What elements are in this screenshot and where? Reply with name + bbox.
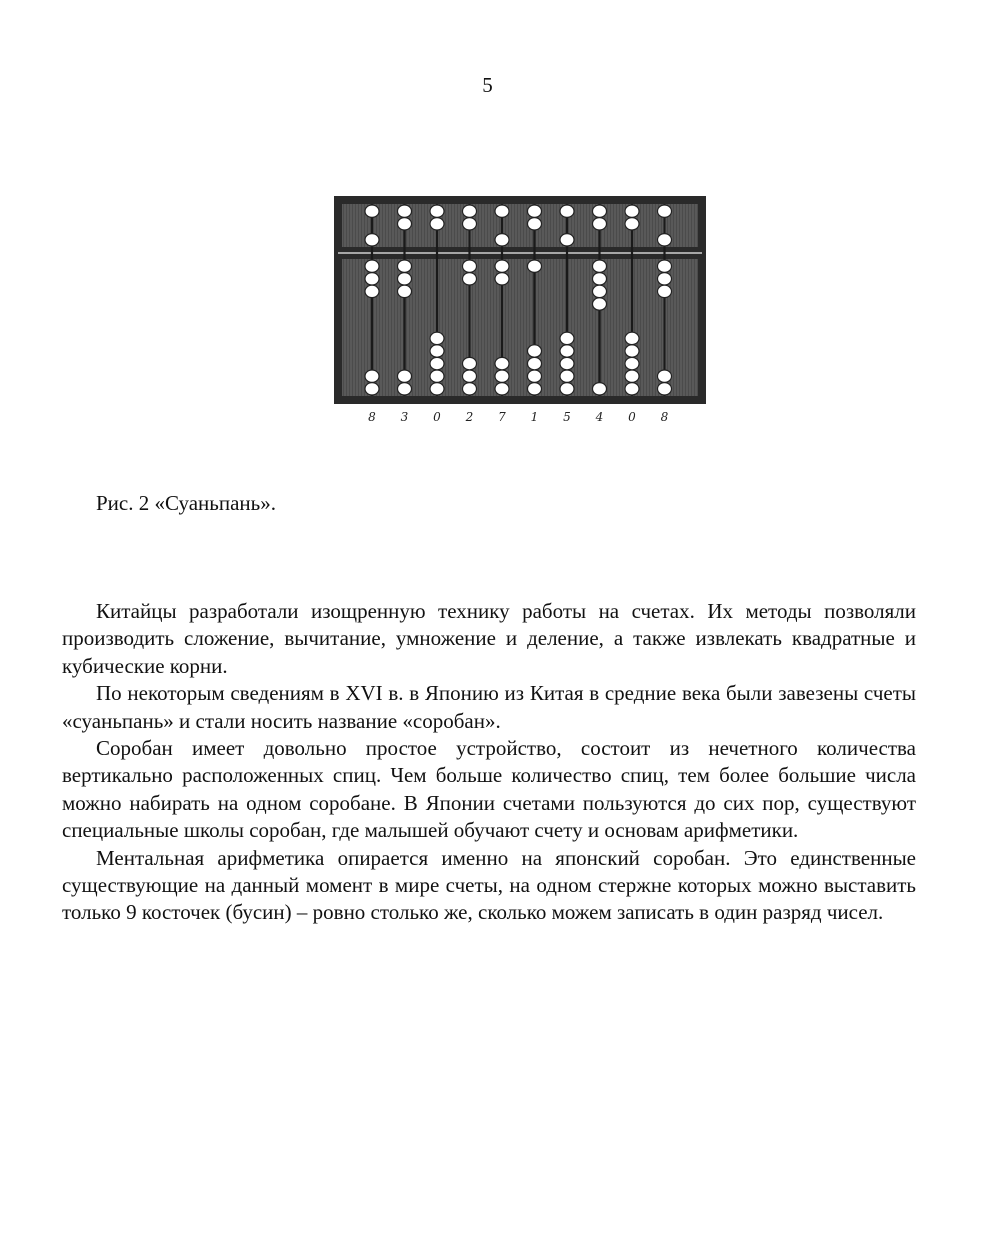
abacus-bead: [430, 205, 444, 217]
abacus-digit-label: 4: [595, 410, 604, 424]
abacus-drawing: [332, 194, 710, 424]
abacus-bead: [560, 234, 574, 246]
abacus-bead: [495, 273, 509, 285]
abacus-bead: [365, 370, 379, 382]
abacus-bead: [625, 357, 639, 369]
abacus-bead: [658, 383, 672, 395]
abacus-bead: [365, 273, 379, 285]
abacus-bead: [560, 205, 574, 217]
abacus-bead: [560, 345, 574, 357]
abacus-bead: [463, 260, 477, 272]
abacus-bead: [528, 345, 542, 357]
abacus-bead: [430, 218, 444, 230]
abacus-bead: [528, 260, 542, 272]
abacus-bead: [560, 370, 574, 382]
abacus-bead: [658, 234, 672, 246]
abacus-bead: [495, 370, 509, 382]
abacus-bead: [528, 205, 542, 217]
abacus-bead: [430, 370, 444, 382]
abacus-bead: [398, 383, 412, 395]
abacus-bead: [495, 260, 509, 272]
abacus-bead: [625, 218, 639, 230]
abacus-bead: [398, 260, 412, 272]
paragraph: Китайцы разработали изощренную технику работы на счетах. Их методы позволяли производить сложение, вычитание, умножение и деление, а также извлекать квадратные и кубические корни.: [62, 599, 916, 678]
abacus-bead: [463, 218, 477, 230]
body-text: [62, 598, 916, 927]
abacus-bead: [398, 370, 412, 382]
abacus-bead: [430, 345, 444, 357]
abacus-bead: [398, 205, 412, 217]
abacus-bead: [365, 205, 379, 217]
abacus-digit-label: 1: [530, 410, 539, 424]
abacus-bead: [560, 357, 574, 369]
abacus-figure: [332, 194, 710, 424]
abacus-bead: [365, 260, 379, 272]
abacus-bead: [658, 370, 672, 382]
abacus-bead: [593, 383, 607, 395]
abacus-digit-label: 0: [628, 410, 636, 424]
abacus-bead: [560, 332, 574, 344]
abacus-bead: [398, 218, 412, 230]
paragraph: Ментальная арифметика опирается именно на японский соробан. Это единственные существующие на данный момент в мире счеты, на одном стержне которых можно выставить только 9 косточек (бусин) – ровно столько же, сколько можем записать в один разряд чисел.: [62, 845, 916, 925]
abacus-bead: [658, 273, 672, 285]
abacus-bead: [528, 370, 542, 382]
abacus-bead: [528, 218, 542, 230]
abacus-digit-label: 3: [400, 410, 409, 424]
abacus-bead: [365, 383, 379, 395]
paragraph: По некоторым сведениям в XVI в. в Японию из Китая в средние века были завезены счеты «суаньпань» и стали носить название «соробан».: [62, 681, 916, 733]
abacus-bead: [625, 332, 639, 344]
abacus-bead: [560, 383, 574, 395]
abacus-bead: [528, 383, 542, 395]
abacus-bead: [430, 383, 444, 395]
abacus-bead: [463, 383, 477, 395]
abacus-bead: [625, 383, 639, 395]
page-number: 5: [482, 73, 493, 97]
abacus-digit-label: 7: [498, 410, 506, 424]
abacus-digit-label: 0: [433, 410, 441, 424]
abacus-bead: [495, 383, 509, 395]
abacus-bead: [593, 205, 607, 217]
abacus-bead: [495, 205, 509, 217]
abacus-bead: [593, 298, 607, 310]
abacus-bead: [593, 218, 607, 230]
abacus-bead: [593, 285, 607, 297]
abacus-digit-label: 5: [563, 410, 571, 424]
abacus-bead: [398, 285, 412, 297]
abacus-digit-label: 8: [368, 410, 376, 424]
abacus-bead: [593, 260, 607, 272]
abacus-bead: [658, 285, 672, 297]
abacus-bead: [365, 285, 379, 297]
abacus-bead: [430, 332, 444, 344]
abacus-bead: [593, 273, 607, 285]
abacus-bead: [625, 370, 639, 382]
abacus-bead: [463, 205, 477, 217]
abacus-bead: [463, 273, 477, 285]
abacus-bead: [658, 260, 672, 272]
abacus-bead: [495, 234, 509, 246]
abacus-bead: [398, 273, 412, 285]
abacus-digit-label: 2: [465, 410, 474, 424]
figure-caption: Рис. 2 «Суаньпань».: [96, 491, 276, 515]
abacus-bead: [528, 357, 542, 369]
abacus-bead: [495, 357, 509, 369]
abacus-bead: [430, 357, 444, 369]
abacus-digit-label: 8: [660, 410, 669, 424]
abacus-bead: [625, 205, 639, 217]
paragraph: Соробан имеет довольно простое устройство, состоит из нечетного количества вертикально расположенных спиц. Чем больше количество спиц, тем более большие числа можно набирать на одном соробане. В Японии счетами пользуются до сих пор, существуют специальные школы соробан, где малышей обучают счету и основам арифметики.: [62, 736, 916, 843]
abacus-bead: [658, 205, 672, 217]
abacus-bead: [365, 234, 379, 246]
abacus-bead: [463, 370, 477, 382]
abacus-bead: [625, 345, 639, 357]
abacus-bead: [463, 357, 477, 369]
